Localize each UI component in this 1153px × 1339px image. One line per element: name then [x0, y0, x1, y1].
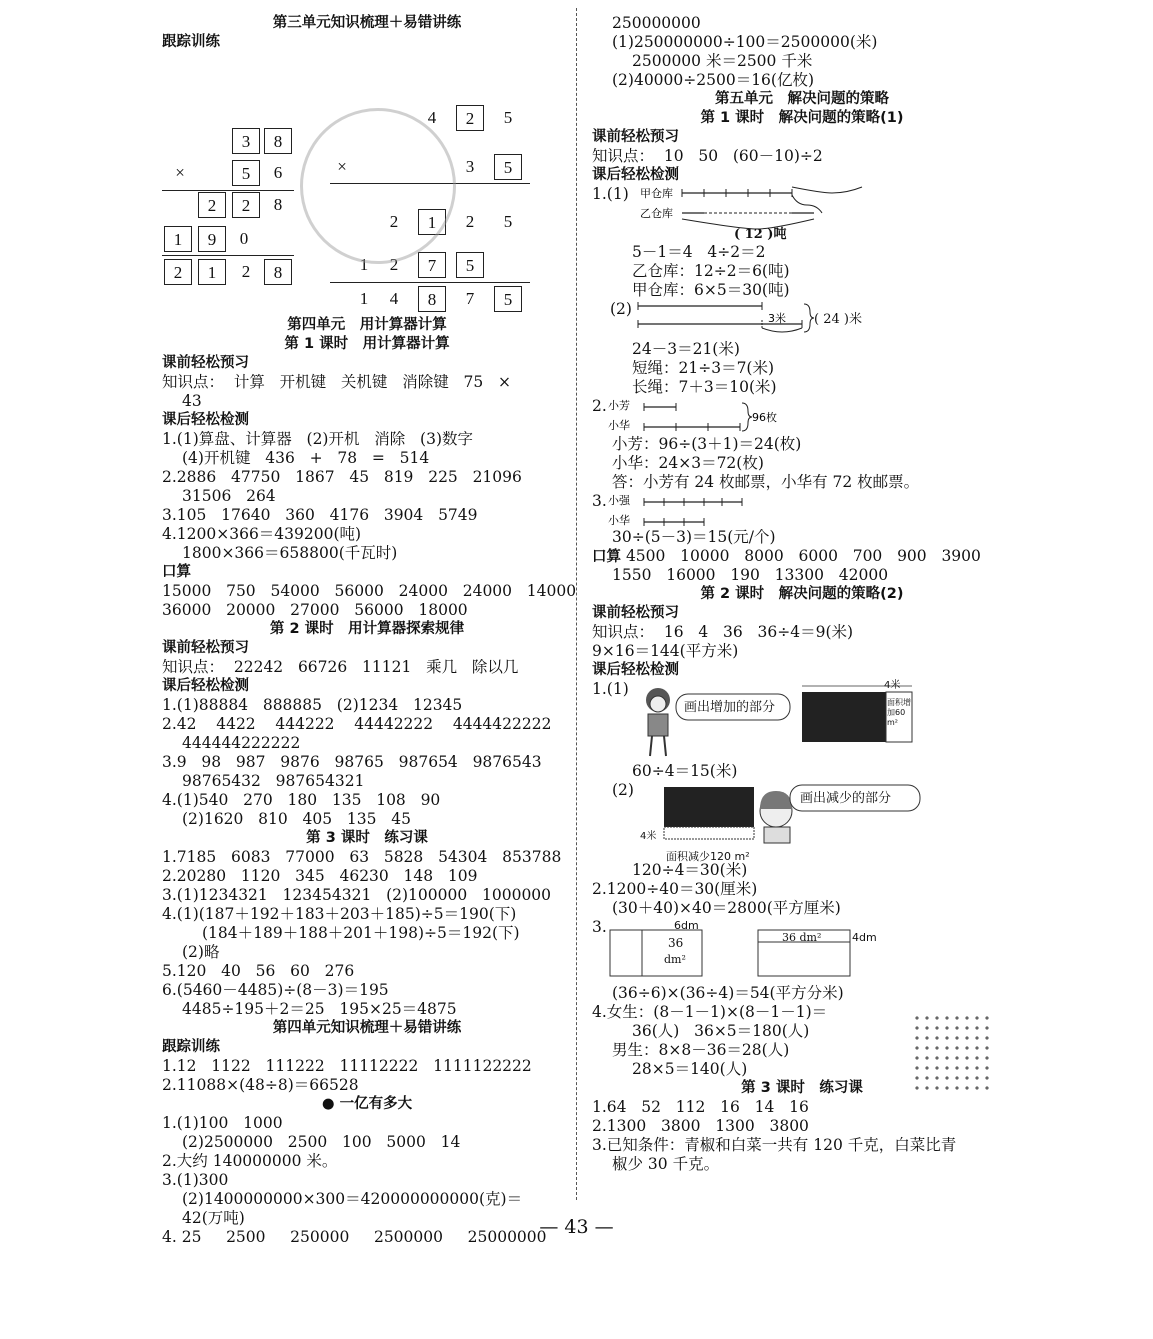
answer-line: 长绳：7＋3＝10(米) — [632, 378, 777, 396]
digit-box: 2 — [456, 105, 484, 131]
answer-line — [592, 547, 1012, 566]
answer-line: 小芳：96÷(3＋1)＝24(枚) — [612, 435, 802, 453]
answer-line: 3.(1)1234321 123454321 (2)100000 1000000 — [162, 886, 552, 904]
answer-line: 知识点： 16 4 36 36÷4＝9(米) — [592, 623, 854, 641]
rope-diagram — [592, 300, 1012, 340]
warehouse-diagram — [592, 185, 1012, 243]
answer-line: 1.12 1122 111222 11112222 1111122222 — [162, 1057, 532, 1075]
digit-box: 1 — [418, 209, 446, 235]
stamps-diagram — [592, 397, 1012, 435]
digit-box: 8 — [418, 286, 446, 312]
unit-title: 第四单元 用计算器计算 — [287, 317, 447, 333]
answer-line: 28×5＝140(人) — [632, 1060, 748, 1078]
answer-line: 9×16＝144(平方米) — [592, 642, 739, 660]
answer-line: (2)略 — [182, 943, 220, 961]
section-label: 课后轻松检测 — [592, 662, 679, 678]
area-label: 面积减少120 m² — [666, 850, 750, 863]
answer-line: (2)1400000000×300＝420000000000(克)＝ — [182, 1190, 523, 1208]
answer-line: 知识点： 22242 66726 11121 乘几 除以几 — [162, 658, 519, 676]
qiang-label: 小强 — [608, 494, 630, 507]
answer-line: 4.(1)540 270 180 135 108 90 — [162, 791, 441, 809]
answer-line: 知识点： 10 50 (60－10)÷2 — [592, 147, 823, 165]
unit-title: 第五单元 解决问题的策略 — [715, 91, 889, 107]
answer-line: 43 — [182, 392, 202, 410]
answer-line: 24－3＝21(米) — [632, 340, 740, 358]
area-decrease-figure — [592, 781, 1012, 861]
section-label: 课后轻松检测 — [162, 678, 249, 694]
line-diagram — [592, 397, 852, 435]
answer-line: 1.7185 6083 77000 63 5828 54304 853788 — [162, 848, 562, 866]
rule — [162, 190, 294, 191]
digit: 0 — [239, 229, 249, 248]
digit-box: 9 — [198, 226, 226, 252]
digit-box: 1 — [198, 259, 226, 285]
hua-label: 小华 — [608, 514, 630, 527]
digit-box: 7 — [418, 252, 446, 278]
digit: 5 — [503, 212, 513, 231]
hua-label: 小华 — [608, 419, 630, 432]
answer-line: (184＋189＋188＋201＋198)÷5＝192(下) — [202, 924, 520, 942]
digit-box: 5 — [232, 160, 260, 186]
lesson-title: 第 3 课时 练习课 — [741, 1080, 863, 1096]
girl-illustration — [632, 680, 922, 762]
answer-line: 小华：24×3＝72(枚) — [612, 454, 764, 472]
digit-box: 5 — [494, 154, 522, 180]
right-column — [592, 14, 1012, 1174]
answer-line: 1.64 52 112 16 14 16 — [592, 1098, 809, 1116]
answer-line: 250000000 — [612, 14, 701, 32]
question-number: 3. — [592, 918, 607, 936]
answer-line: 2.2886 47750 1867 45 819 225 21096 — [162, 468, 522, 486]
dot-grid-decoration — [912, 1013, 992, 1093]
digit: 7 — [465, 289, 475, 308]
yi-label: 乙仓库 — [640, 207, 673, 220]
digit-box: 8 — [264, 259, 292, 285]
speech-bubble-text: 画出增加的部分 — [684, 700, 776, 715]
digit-box: 3 — [232, 128, 260, 154]
section-label: 课后轻松检测 — [592, 167, 679, 183]
answer-line: 1.(1)100 1000 — [162, 1114, 283, 1132]
answer-line: 2.大约 140000000 米。 — [162, 1152, 338, 1170]
digit: 1 — [359, 289, 369, 308]
digit-box: 1 — [164, 226, 192, 252]
answer-line: (2)1620 810 405 135 45 — [182, 810, 412, 828]
answer-line: 1.(1)算盘、计算器 (2)开机 消除 (3)数字 — [162, 430, 473, 448]
answer-line: 甲仓库：6×5＝30(吨) — [632, 281, 790, 299]
page-number: — 43 — — [539, 1216, 614, 1238]
fang-label: 小芳 — [608, 399, 630, 412]
question-number: (2) — [610, 300, 632, 318]
digit-box: 2 — [198, 192, 226, 218]
question-number: 1.(1) — [592, 185, 629, 203]
digit: 4 — [389, 289, 399, 308]
answer-line: 男生：8×8－36＝28(人) — [612, 1041, 790, 1059]
answer-line: 4.(1)(187＋192＋183＋203＋185)÷5＝190(下) — [162, 905, 517, 923]
answer-line: 1800×366＝658800(千瓦时) — [182, 544, 398, 562]
answer-line: 5－1＝4 4÷2＝2 — [632, 243, 766, 261]
answer-line: 5.120 40 56 60 276 — [162, 962, 355, 980]
section-label: 跟踪训练 — [162, 1039, 220, 1055]
section-label: 跟踪训练 — [162, 34, 220, 50]
answer-line: 60÷4＝15(米) — [632, 762, 738, 780]
total-label: 96枚 — [752, 411, 777, 424]
answer-line: 2.11088×(48÷8)＝66528 — [162, 1076, 359, 1094]
answer-line: 3.9 98 987 9876 98765 987654 9876543 — [162, 753, 542, 771]
section-title: 第三单元知识梳理＋易错讲练 — [272, 15, 462, 31]
digit: 3 — [465, 157, 475, 176]
answer-line: 2500000 米＝2500 千米 — [632, 52, 813, 70]
speech-bubble-text: 画出减少的部分 — [800, 791, 892, 806]
digit: 2 — [389, 255, 399, 274]
question-number: 2. — [592, 397, 607, 415]
money-diagram — [592, 492, 1012, 528]
section-title: 第四单元知识梳理＋易错讲练 — [272, 1020, 462, 1036]
answer-line: (36÷6)×(36÷4)＝54(平方分米) — [612, 984, 844, 1002]
answer-line: 444444222222 — [182, 734, 301, 752]
answer-line: 2.20280 1120 345 46230 148 109 — [162, 867, 478, 885]
diagram-answer: ( 24 )米 — [814, 312, 862, 327]
unit-title: ● 一亿有多大 — [321, 1096, 413, 1112]
answer-line: 4. 25 2500 250000 2500000 25000000 — [162, 1228, 547, 1246]
digit: 1 — [359, 255, 369, 274]
digit: 2 — [241, 262, 251, 281]
width-label: 4米 — [640, 831, 657, 842]
three-meter-label: 3米 — [768, 312, 786, 325]
lesson-title: 第 2 课时 解决问题的策略(2) — [700, 586, 904, 602]
digit: 4 — [427, 108, 437, 127]
rule — [330, 282, 530, 283]
answer-line: 6.(5460－4485)÷(8－3)＝195 — [162, 981, 389, 999]
question-number: 1.(1) — [592, 680, 629, 698]
line-diagram — [592, 492, 852, 528]
diagram-answer: ( 12 )吨 — [734, 227, 787, 242]
times-sign: × — [175, 163, 185, 182]
digit: 8 — [273, 195, 283, 214]
answer-line: 答：小芳有 24 枚邮票，小华有 72 枚邮票。 — [612, 473, 920, 491]
column-divider — [576, 8, 577, 1200]
answer-line: 4500 10000 8000 6000 700 900 3900 — [625, 547, 981, 565]
answer-line: 椒少 30 千克。 — [612, 1155, 720, 1173]
digit: 6 — [273, 163, 283, 182]
answer-line: 31506 264 — [182, 487, 276, 505]
answer-line: 36000 20000 27000 56000 18000 — [162, 601, 468, 619]
answer-line: 30÷(5－3)＝15(元/个) — [612, 528, 776, 546]
question-number: (2) — [612, 781, 634, 799]
section-label: 口算 — [162, 564, 191, 580]
answer-line: (4)开机键 436 + 78 = 514 — [182, 449, 430, 467]
question-number: 3. — [592, 492, 607, 510]
answer-line: 2.1300 3800 1300 3800 — [592, 1117, 809, 1135]
answer-line: 3.105 17640 360 4176 3904 5749 — [162, 506, 478, 524]
lesson-title: 第 2 课时 用计算器探索规律 — [269, 621, 465, 637]
rectangle-figure — [592, 918, 1012, 984]
digit: 5 — [503, 108, 513, 127]
answer-line: 1.(1)88884 888885 (2)1234 12345 — [162, 696, 463, 714]
times-sign: × — [337, 157, 347, 176]
rectangles — [592, 918, 892, 984]
area-label: 面积增加60 m² — [887, 698, 911, 727]
width-label: 6dm — [674, 919, 699, 932]
section-label: 课前轻松预习 — [592, 605, 679, 621]
digit: 2 — [389, 212, 399, 231]
digit-box: 5 — [456, 252, 484, 278]
lesson-title: 第 1 课时 解决问题的策略(1) — [700, 110, 904, 126]
digit: 2 — [465, 212, 475, 231]
jia-label: 甲仓库 — [640, 187, 673, 200]
area-label: 36 dm² — [782, 931, 822, 944]
section-label: 课后轻松检测 — [162, 412, 249, 428]
area-increase-figure — [592, 680, 1012, 762]
answer-line: (30＋40)×40＝2800(平方厘米) — [612, 899, 841, 917]
answer-line: 36(人) 36×5＝180(人) — [632, 1022, 810, 1040]
answer-line: (2)40000÷2500＝16(亿枚) — [612, 71, 815, 89]
answer-line: 120÷4＝30(米) — [632, 861, 748, 879]
height-label: 4dm — [852, 931, 877, 944]
lesson-title: 第 3 课时 练习课 — [306, 830, 428, 846]
answer-line: (1)250000000÷100＝2500000(米) — [612, 33, 878, 51]
lesson-title: 第 1 课时 用计算器计算 — [284, 336, 450, 352]
answer-line: 3.已知条件：青椒和白菜一共有 120 千克，白菜比青 — [592, 1136, 957, 1154]
digit-box: 2 — [164, 259, 192, 285]
width-label: 4米 — [884, 680, 901, 691]
digit-box: 5 — [494, 286, 522, 312]
answer-line: 15000 750 54000 56000 24000 24000 14000 — [162, 582, 577, 600]
section-label: 课前轻松预习 — [592, 129, 679, 145]
answer-line: 42(万吨) — [182, 1209, 245, 1227]
digit-box: 2 — [232, 192, 260, 218]
section-label: 课前轻松预习 — [162, 355, 249, 371]
answer-line: 2.42 4422 444222 44442222 4444422222 — [162, 715, 552, 733]
answer-line: 4485÷195＋2＝25 195×25＝4875 — [182, 1000, 457, 1018]
answer-line: 1550 16000 190 13300 42000 — [612, 566, 889, 584]
answer-line: 4.女生：(8－1－1)×(8－1－1)＝ — [592, 1003, 828, 1021]
answer-line: 知识点： 计算 开机键 关机键 消除键 75 × — [162, 373, 511, 391]
digit-box: 8 — [264, 128, 292, 154]
area-value: 36 — [668, 936, 684, 950]
rule — [162, 255, 294, 256]
answer-line: 98765432 987654321 — [182, 772, 365, 790]
answer-line: 2.1200÷40＝30(厘米) — [592, 880, 758, 898]
answer-line: 短绳：21÷3＝7(米) — [632, 359, 775, 377]
answer-line: 4.1200×366＝439200(吨) — [162, 525, 362, 543]
answer-line: 乙仓库：12÷2＝6(吨) — [632, 262, 790, 280]
answer-line: (2)2500000 2500 100 5000 14 — [182, 1133, 461, 1151]
section-label: 课前轻松预习 — [162, 640, 249, 656]
answer-line: 3.(1)300 — [162, 1171, 229, 1189]
area-unit: dm² — [664, 953, 686, 966]
section-label: 口算 — [592, 549, 621, 565]
